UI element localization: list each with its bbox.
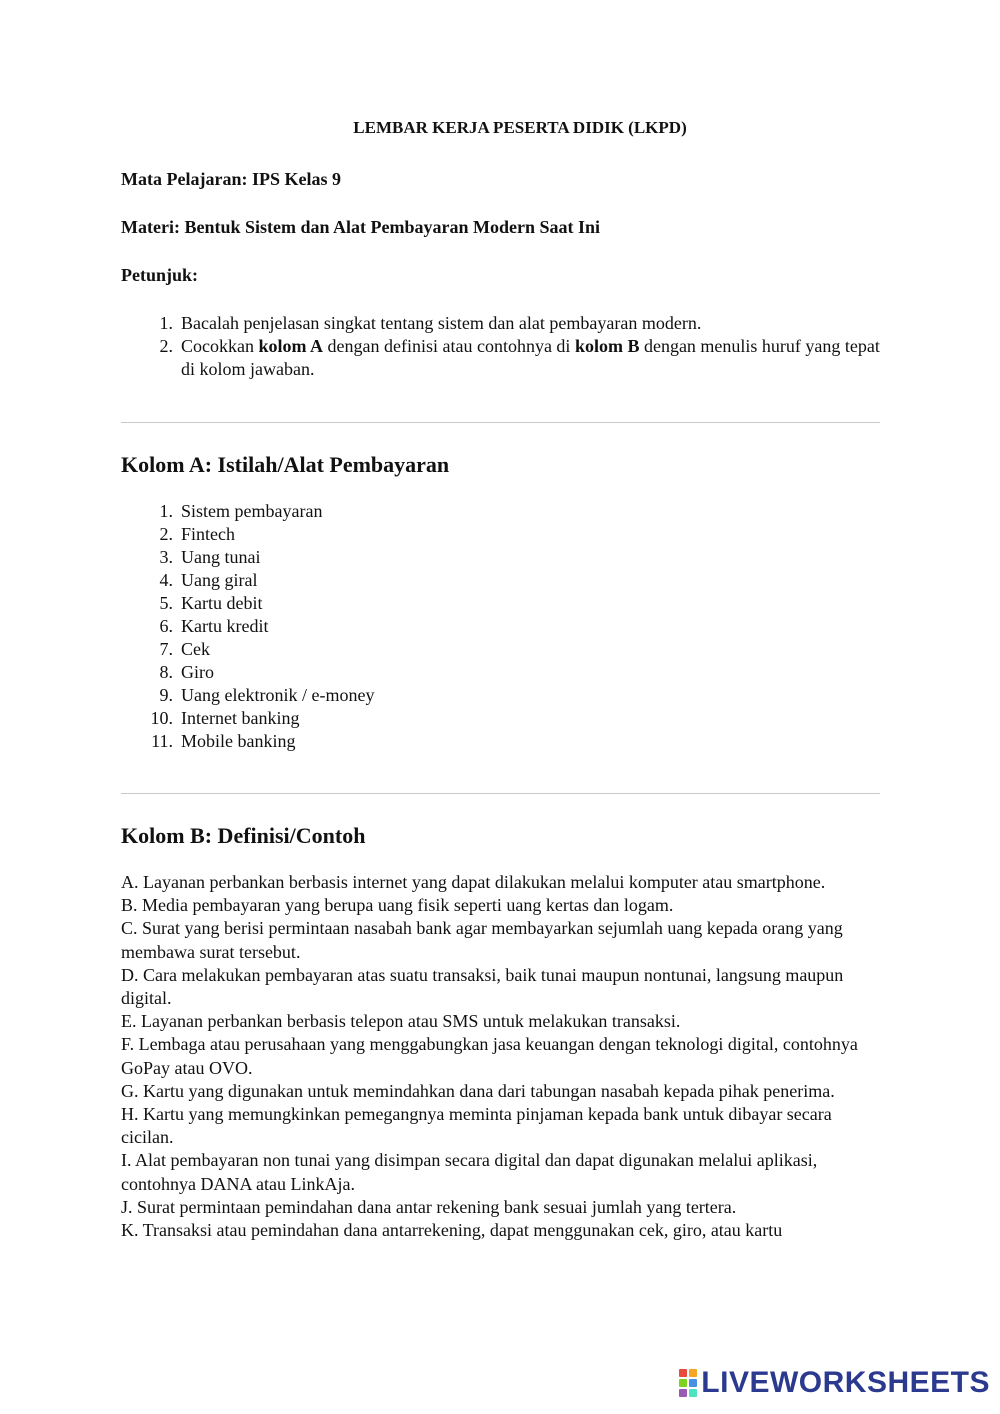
column-a-item-text: Giro [181, 662, 214, 682]
column-b-item: B. Media pembayaran yang berupa uang fisik seperti uang kertas dan logam. [121, 895, 674, 916]
column-b-list [121, 871, 881, 1242]
logo-square [679, 1389, 687, 1397]
column-a-item-text: Internet banking [181, 708, 300, 728]
column-a-item-text: Mobile banking [181, 731, 296, 751]
logo-square [679, 1369, 687, 1377]
column-a-item [121, 569, 881, 592]
column-a-item-text: Uang giral [181, 570, 258, 590]
column-a-item [121, 661, 881, 684]
instructions-list [121, 312, 881, 381]
column-a-item [121, 592, 881, 615]
worksheet-page [121, 118, 881, 1242]
column-b-item: K. Transaksi atau pemindahan dana antarrekening, dapat menggunakan cek, giro, atau kartu [121, 1220, 783, 1241]
logo-square [689, 1369, 697, 1377]
column-a-item-text: Uang elektronik / e-money [181, 685, 375, 705]
instruction-number: 2. [159, 336, 173, 356]
column-a-item [121, 730, 881, 753]
instruction-bold-kolom-b: kolom B [574, 336, 640, 356]
subject-line: Mata Pelajaran: IPS Kelas 9 [121, 169, 341, 189]
column-a-item-text: Sistem pembayaran [181, 501, 323, 521]
column-a-item [121, 707, 881, 730]
column-b-item: J. Surat permintaan pemindahan dana antar rekening bank sesuai jumlah yang tertera. [121, 1196, 737, 1217]
instruction-text-part: Cocokkan [181, 336, 259, 356]
column-a-item-text: Fintech [181, 524, 235, 544]
column-a-list [121, 500, 881, 753]
column-b-item: D. Cara melakukan pembayaran atas suatu transaksi, baik tunai maupun nontunai, langsung maupun digital. [121, 964, 844, 1009]
column-b-item: A. Layanan perbankan berbasis internet yang dapat dilakukan melalui komputer atau smartphone. [121, 872, 826, 892]
column-a-item-number: 4. [159, 570, 173, 590]
column-a-item [121, 638, 881, 661]
column-a-item [121, 684, 881, 707]
column-b-item: G. Kartu yang digunakan untuk memindahkan dana dari tabungan nasabah kepada pihak penerima. [121, 1080, 835, 1101]
column-a-item [121, 500, 881, 523]
instruction-bold-kolom-a: kolom A [258, 336, 323, 356]
column-b-item: H. Kartu yang memungkinkan pemegangnya meminta pinjaman kepada bank untuk dibayar secara cicilan. [121, 1104, 832, 1148]
liveworksheets-logo-icon [679, 1369, 697, 1397]
column-a-item-text: Kartu kredit [181, 616, 269, 636]
section-divider [121, 793, 880, 794]
column-a-item [121, 615, 881, 638]
instruction-text-part: dengan menulis huruf yang tepat di kolom jawaban. [181, 336, 880, 379]
brand-text: LIVEWORKSHEETS [701, 1366, 990, 1399]
instruction-text-part: dengan definisi atau contohnya di [323, 336, 575, 356]
column-b-item: E. Layanan perbankan berbasis telepon atau SMS untuk melakukan transaksi. [121, 1011, 681, 1032]
liveworksheets-brand[interactable] [679, 1366, 990, 1400]
logo-square [679, 1379, 687, 1387]
column-a-heading: Kolom A: Istilah/Alat Pembayaran [121, 452, 450, 477]
logo-square [689, 1379, 697, 1387]
column-a-item-text: Kartu debit [181, 593, 263, 613]
column-a-item [121, 523, 881, 546]
instruction-text [181, 335, 881, 381]
column-a-item-number: 8. [159, 662, 173, 682]
column-a-item-number: 6. [159, 616, 173, 636]
column-a-item-number: 9. [159, 685, 173, 705]
column-a-item-number: 1. [159, 501, 173, 521]
column-b-heading: Kolom B: Definisi/Contoh [121, 823, 366, 848]
column-b-item: C. Surat yang berisi permintaan nasabah bank agar membayarkan sejumlah uang kepada orang yang membawa surat tersebut. [121, 918, 843, 962]
column-a-item-number: 11. [151, 731, 173, 751]
column-b-item: I. Alat pembayaran non tunai yang disimpan secara digital dan dapat digunakan melalui aplikasi, contohnya DANA atau LinkAja. [121, 1150, 818, 1194]
section-divider [121, 422, 880, 423]
column-b-item: F. Lembaga atau perusahaan yang menggabungkan jasa keuangan dengan teknologi digital, contohnya GoPay atau OVO. [121, 1034, 858, 1078]
column-a-item-number: 5. [159, 593, 173, 613]
document-title: LEMBAR KERJA PESERTA DIDIK (LKPD) [353, 118, 687, 137]
column-a-item-text: Cek [181, 639, 210, 659]
instruction-number: 1. [159, 313, 173, 333]
column-a-item-number: 3. [159, 547, 173, 567]
column-a-item-number: 7. [159, 639, 173, 659]
material-line: Materi: Bentuk Sistem dan Alat Pembayaran Modern Saat Ini [121, 217, 600, 237]
column-a-item-number: 2. [159, 524, 173, 544]
instructions-label: Petunjuk: [121, 265, 199, 285]
column-a-item-text: Uang tunai [181, 547, 261, 567]
column-a-item-number: 10. [150, 708, 173, 728]
instruction-text: Bacalah penjelasan singkat tentang sistem dan alat pembayaran modern. [181, 313, 702, 333]
logo-square [689, 1389, 697, 1397]
instruction-item [121, 312, 881, 335]
column-a-item [121, 546, 881, 569]
instruction-item [121, 335, 881, 381]
